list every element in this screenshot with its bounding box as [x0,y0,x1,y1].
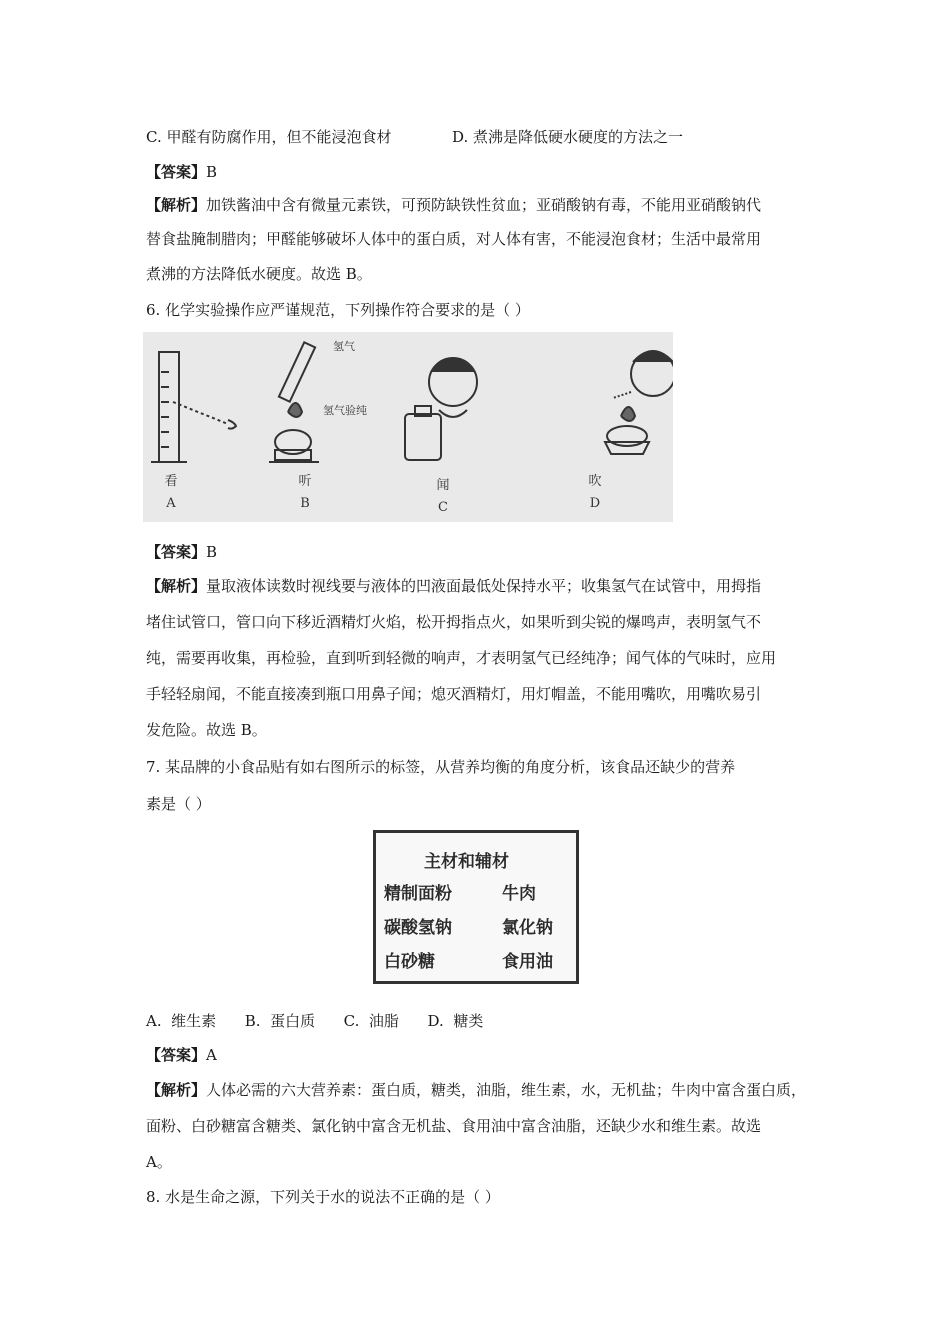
q7-analysis-line-3: A。 [146,1153,172,1171]
hydrogen-text: 氢气 [333,340,355,353]
q7-analysis-line-1: 【解析】人体必需的六大营养素：蛋白质，糖类，油脂，维生素，水，无机盐；牛肉中富含蛋白质， [146,1081,807,1099]
food-label-item: 氯化钠 [502,918,553,938]
q7-options: A. 维生素 B. 蛋白质 C. 油脂 D. 糖类 [146,1012,484,1030]
q7-analysis-line-2: 面粉、白砂糖富含糖类、氯化钠中富含无机盐、食用油中富含油脂，还缺少水和维生素。故选 [146,1117,762,1135]
q6-answer [146,542,217,562]
smelling-bottle-icon [405,358,477,460]
alcohol-lamp-test-tube-icon [269,342,319,462]
food-label-box [373,830,579,984]
q6-analysis-line-2: 堵住试管口，管口向下移近酒精灯火焰，松开拇指点火，如果听到尖锐的爆鸣声，表明氢气不 [146,613,762,631]
caption-d: 吹 [588,474,602,489]
q5-option-d: D. 煮沸是降低硬水硬度的方法之一 [452,128,684,146]
letter-b: B [300,496,310,511]
letter-d: D [589,496,601,511]
q8-question: 8. 水是生命之源，下列关于水的说法不正确的是（ ） [146,1188,500,1206]
food-label-item: 精制面粉 [384,884,452,904]
analysis-label: 【解析】 [146,577,207,595]
q6-analysis-line-4: 手轻轻扇闻，不能直接凑到瓶口用鼻子闻；熄灭酒精灯，用灯帽盖，不能用嘴吹，用嘴吹易引 [146,685,762,703]
answer-value: B [206,163,218,181]
q5-option-c: C. 甲醛有防腐作用，但不能浸泡食材 [146,128,392,146]
caption-c: 闻 [436,478,450,493]
q5-analysis-line-3: 煮沸的方法降低水硬度。故选 B。 [146,265,372,283]
q7-answer [146,1045,217,1065]
answer-label: 【答案】 [146,1046,207,1064]
q7-question-line-1: 7. 某品牌的小食品贴有如右图所示的标签，从营养均衡的角度分析，该食品还缺少的营养 [146,758,736,776]
q6-analysis-line-3: 纯，需要再收集，再检验，直到听到轻微的响声，才表明氢气已经纯净；闻气体的气味时，应用 [146,649,777,667]
letter-a: A [166,496,176,511]
analysis-label: 【解析】 [146,1081,207,1099]
food-label-item: 食用油 [502,952,553,972]
caption-a: 看 [164,474,178,489]
q6-figure [143,332,673,522]
caption-b: 听 [298,474,312,489]
answer-label: 【答案】 [146,543,207,561]
q6-analysis-line-5: 发危险。故选 B。 [146,721,267,739]
analysis-label: 【解析】 [146,196,207,214]
q5-analysis-line-2: 替食盐腌制腊肉；甲醛能够破坏人体中的蛋白质，对人体有害，不能浸泡食材；生活中最常用 [146,230,762,248]
food-label-item: 牛肉 [502,884,536,904]
q5-analysis-line-1: 【解析】加铁酱油中含有微量元素铁，可预防缺铁性贫血；亚硝酸钠有毒，不能用亚硝酸钠代 [146,196,762,214]
graduated-cylinder-icon [151,352,236,462]
q5-answer [146,162,217,182]
blowing-lamp-icon [605,351,673,454]
q6-question: 6. 化学实验操作应严谨规范，下列操作符合要求的是（ ） [146,301,530,319]
food-label-item: 白砂糖 [384,952,435,972]
food-label-item: 碳酸氢钠 [384,918,452,938]
q7-question-line-2: 素是（ ） [146,795,211,813]
lab-operations-illustration [143,332,673,522]
letter-c: C [438,500,448,515]
answer-value: A [206,1046,217,1064]
q6-analysis-line-1: 【解析】量取液体读数时视线要与液体的凹液面最低处保持水平；收集氢气在试管中，用拇指 [146,577,762,595]
answer-label: 【答案】 [146,163,207,181]
food-label-title: 主材和辅材 [424,852,509,872]
hydrogen-test-text: 氢气验纯 [323,404,367,417]
answer-value: B [206,543,218,561]
